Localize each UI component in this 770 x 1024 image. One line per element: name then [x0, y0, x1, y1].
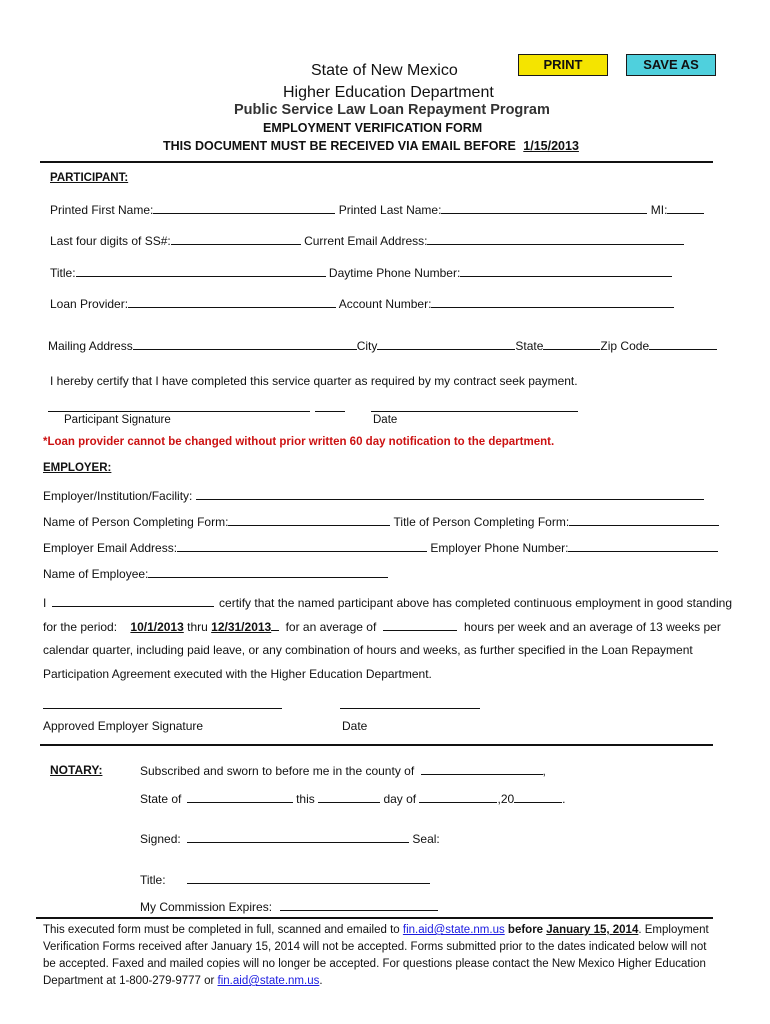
- certify-i: I: [43, 596, 47, 610]
- program-title: Public Service Law Loan Repayment Program: [234, 102, 550, 118]
- first-name-label: Printed First Name:: [50, 203, 154, 217]
- year-prefix: ,20: [497, 792, 515, 806]
- city-field[interactable]: [377, 338, 515, 350]
- month-field[interactable]: [419, 791, 497, 803]
- notary-county-row: [140, 763, 546, 778]
- seal-label: Seal:: [412, 832, 440, 846]
- ssn-field[interactable]: [171, 233, 301, 245]
- footer-email-link[interactable]: fin.aid@state.nm.us: [402, 924, 505, 936]
- deadline-date: 1/15/2013: [523, 139, 579, 153]
- title-label: Title:: [50, 266, 76, 280]
- form-title: EMPLOYMENT VERIFICATION FORM: [263, 121, 483, 135]
- footer-email-link-2[interactable]: fin.aid@state.nm.us: [217, 975, 320, 987]
- person-title-label: Title of Person Completing Form:: [393, 515, 570, 529]
- ssn-label: Last four digits of SS#:: [50, 234, 171, 248]
- daytime-phone-field[interactable]: [460, 265, 672, 277]
- signed-field[interactable]: [187, 831, 409, 843]
- print-button[interactable]: PRINT: [518, 54, 608, 76]
- footer-line4: [43, 973, 727, 990]
- certifier-name-field[interactable]: [52, 595, 214, 607]
- first-name-row: [50, 202, 704, 217]
- facility-label: Employer/Institution/Facility:: [43, 489, 193, 503]
- participant-signature-line: [48, 411, 310, 412]
- hours-text: hours per week and an average of 13 weeks per: [463, 620, 721, 634]
- email-field[interactable]: [427, 233, 684, 245]
- title-row: [50, 265, 672, 280]
- notary-date-row: [140, 791, 566, 806]
- department-title: Higher Education Department: [283, 84, 494, 101]
- account-number-field[interactable]: [431, 296, 674, 308]
- commission-field[interactable]: [280, 899, 438, 911]
- deadline-line: [163, 139, 579, 153]
- mi-field[interactable]: [667, 202, 704, 214]
- email-label: Current Email Address:: [304, 234, 428, 248]
- day-field[interactable]: [318, 791, 380, 803]
- footer-date: January 15, 2014: [546, 924, 639, 936]
- period-end: 12/31/2013: [211, 620, 272, 634]
- notary-title-row: [140, 872, 430, 887]
- participant-signature-label: Participant Signature: [64, 414, 171, 426]
- footer-note: [43, 922, 727, 990]
- employer-date-label: Date: [342, 719, 368, 733]
- mailing-address-label: Mailing Address: [48, 339, 133, 353]
- loan-provider-warning: *Loan provider cannot be changed without prior written 60 day notification to the department.: [43, 436, 555, 448]
- notary-title-label: Title:: [140, 873, 166, 887]
- address-row: [48, 338, 717, 353]
- period-prefix: for the period:: [43, 620, 118, 634]
- year-field[interactable]: [514, 791, 562, 803]
- commission-label: My Commission Expires:: [140, 900, 273, 914]
- last-name-label: Printed Last Name:: [338, 203, 442, 217]
- notary-heading: NOTARY:: [50, 763, 103, 777]
- person-row: [43, 514, 719, 529]
- city-label: City: [356, 339, 378, 353]
- employer-date-line: [340, 708, 480, 709]
- mailing-address-field[interactable]: [133, 338, 357, 350]
- loan-provider-field[interactable]: [128, 296, 336, 308]
- this-label: this: [296, 792, 315, 806]
- footer-line3: be accepted. Faxed and mailed copies will no longer be accepted. For questions please contact the New Mexico Higher Education: [43, 958, 706, 970]
- footer-line1-text: This executed form must be completed in full, scanned and emailed to: [43, 924, 400, 936]
- participant-date-label: Date: [373, 414, 398, 426]
- save-as-button[interactable]: SAVE AS: [626, 54, 716, 76]
- period-end-tail: [271, 619, 279, 631]
- day-of-label: day of: [383, 792, 417, 806]
- county-comma: ,: [542, 764, 546, 778]
- mi-label: MI:: [650, 203, 668, 217]
- participant-heading: PARTICIPANT:: [50, 172, 129, 184]
- notary-state-field[interactable]: [187, 791, 293, 803]
- last-name-field[interactable]: [441, 202, 647, 214]
- participant-certify: I hereby certify that I have completed this service quarter as required by my contract seek payment.: [50, 374, 578, 388]
- person-name-field[interactable]: [228, 514, 390, 526]
- county-field[interactable]: [421, 763, 543, 775]
- period-row: [43, 619, 721, 634]
- footer-line2: Verification Forms received after January 15, 2014 will not be accepted. Forms submitted prior to the dates indicated below will not: [43, 941, 707, 953]
- daytime-phone-label: Daytime Phone Number:: [328, 266, 461, 280]
- employer-text-line3: calendar quarter, including paid leave, or any combination of hours and weeks, as further specified in the Loan Repayment: [43, 643, 693, 657]
- facility-field[interactable]: [196, 488, 704, 500]
- state-title: State of New Mexico: [311, 62, 458, 79]
- employer-text-line4: Participation Agreement executed with the Higher Education Department.: [43, 667, 432, 681]
- footer-line4-end: .: [319, 975, 323, 987]
- person-title-field[interactable]: [569, 514, 719, 526]
- certify-text: certify that the named participant above has completed continuous employment in good standing: [219, 596, 733, 610]
- participant-date-line: [371, 411, 578, 412]
- state-of-label: State of: [140, 792, 182, 806]
- footer-divider: [36, 917, 713, 919]
- employee-name-field[interactable]: [148, 566, 388, 578]
- footer-line1-end: . Employment: [638, 924, 709, 936]
- state-label: State: [515, 339, 544, 353]
- title-field[interactable]: [76, 265, 326, 277]
- facility-row: [43, 488, 704, 503]
- employer-email-field[interactable]: [177, 540, 427, 552]
- notary-divider: [40, 744, 713, 746]
- employer-email-label: Employer Email Address:: [43, 541, 178, 555]
- year-period: .: [562, 792, 566, 806]
- employer-contact-row: [43, 540, 718, 555]
- person-name-label: Name of Person Completing Form:: [43, 515, 229, 529]
- employee-name-label: Name of Employee:: [43, 567, 149, 581]
- footer-line4-text: Department at 1-800-279-9777 or: [43, 975, 215, 987]
- zip-label: Zip Code: [600, 339, 650, 353]
- employee-row: [43, 566, 388, 581]
- average-of: for an average of: [285, 620, 377, 634]
- footer-line1: [43, 922, 727, 939]
- state-field[interactable]: [543, 338, 600, 350]
- thru-label: thru: [187, 620, 208, 634]
- employer-signature-line: [43, 708, 282, 709]
- hours-field[interactable]: [383, 619, 457, 631]
- account-number-label: Account Number:: [338, 297, 432, 311]
- subscribed-label: Subscribed and sworn to before me in the county of: [140, 764, 415, 778]
- ssn-row: [50, 233, 684, 248]
- employer-heading: EMPLOYER:: [43, 462, 112, 474]
- period-start: 10/1/2013: [130, 620, 184, 634]
- header-divider: [40, 161, 713, 163]
- employer-phone-field[interactable]: [568, 540, 718, 552]
- footer-before: before: [507, 924, 544, 936]
- first-name-field[interactable]: [153, 202, 335, 214]
- employer-phone-label: Employer Phone Number:: [430, 541, 569, 555]
- signed-label: Signed:: [140, 832, 181, 846]
- employer-certify-row: [43, 595, 732, 610]
- loan-row: [50, 296, 674, 311]
- loan-provider-label: Loan Provider:: [50, 297, 129, 311]
- zip-field[interactable]: [649, 338, 717, 350]
- notary-signed-row: [140, 831, 440, 846]
- deadline-prefix: THIS DOCUMENT MUST BE RECEIVED VIA EMAIL BEFORE: [163, 139, 516, 153]
- notary-title-field[interactable]: [187, 872, 430, 884]
- employer-signature-label: Approved Employer Signature: [43, 719, 204, 733]
- notary-commission-row: [140, 899, 438, 914]
- participant-signature-line-tail: [315, 411, 345, 412]
